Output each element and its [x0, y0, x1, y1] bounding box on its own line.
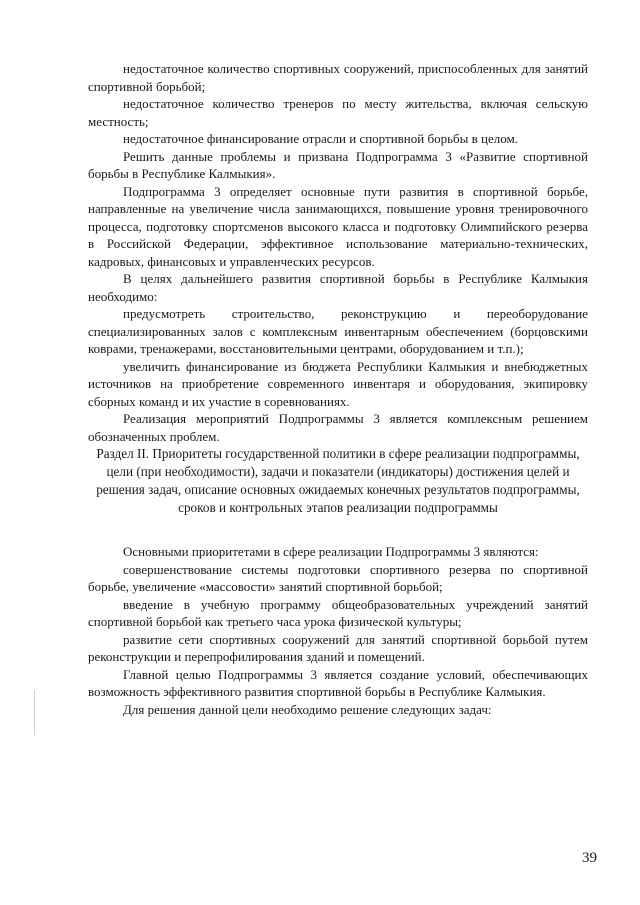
paragraph: Основными приоритетами в сфере реализации Подпрограммы 3 являются:: [123, 544, 539, 559]
paragraph: увеличить финансирование из бюджета Республики Калмыкия и внебюджетных источников на приобретение современного инвентаря и оборудования, экипировку сборных команд и их участие в соревнованиях.: [88, 358, 588, 409]
paragraph: совершенствование системы подготовки спортивного резерва по спортивной борьбе, увеличение «массовости» занятий спортивной борьбой;: [88, 561, 588, 594]
paragraph: недостаточное финансирование отрасли и спортивной борьбы в целом.: [123, 131, 518, 146]
scan-artifact-line: [34, 690, 35, 735]
paragraph: Главной целью Подпрограммы 3 является создание условий, обеспечивающих возможность эффективного развития спортивной борьбы в Республике Калмыкия.: [88, 666, 588, 699]
section-heading: Раздел II. Приоритеты государственной политики в сфере реализации подпрограммы, цели (при необходимости), задачи и показатели (индикаторы) достижения целей и решения задач, описание основных ожидаемых конечных результатов подпрограммы, сроков и контрольных этапов реализации подпрограммы: [96, 446, 580, 515]
paragraph: Подпрограмма 3 определяет основные пути развития в спортивной борьбе, направленные на увеличение числа занимающихся, повышение уровня тренировочного процесса, подготовку спортсменов высокого класса и подготовку Олимпийского резерва в Российской Федерации, эффективное использование материально-технических, кадровых, финансовых и управленческих ресурсов.: [88, 183, 588, 269]
paragraph: недостаточное количество тренеров по месту жительства, включая сельскую местность;: [88, 96, 588, 129]
paragraph: Решить данные проблемы и призвана Подпрограмма 3 «Развитие спортивной борьбы в Республике Калмыкия».: [88, 148, 588, 181]
page-number: 39: [582, 850, 597, 866]
paragraph: Реализация мероприятий Подпрограммы 3 является комплексным решением обозначенных проблем.: [88, 411, 588, 444]
paragraph: предусмотреть строительство, реконструкцию и переоборудование специализированных залов с комплексным инвентарным обеспечением (борцовскими коврами, тренажерами, восстановительными центрами, оборудованием и т.п.);: [88, 306, 588, 356]
paragraph: В целях дальнейшего развития спортивной борьбы в Республике Калмыкия необходимо:: [88, 271, 588, 304]
paragraph: развитие сети спортивных сооружений для занятий спортивной борьбой путем реконструкции и перепрофилирования зданий и помещений.: [88, 631, 588, 664]
paragraph: недостаточное количество спортивных сооружений, приспособленных для занятий спортивной борьбой;: [88, 61, 588, 94]
page-content: [88, 60, 588, 718]
section-spacer: [88, 517, 588, 543]
paragraph: введение в учебную программу общеобразовательных учреждений занятий спортивной борьбой как третьего часа урока физической культуры;: [88, 596, 588, 629]
paragraph: Для решения данной цели необходимо решение следующих задач:: [123, 701, 492, 717]
